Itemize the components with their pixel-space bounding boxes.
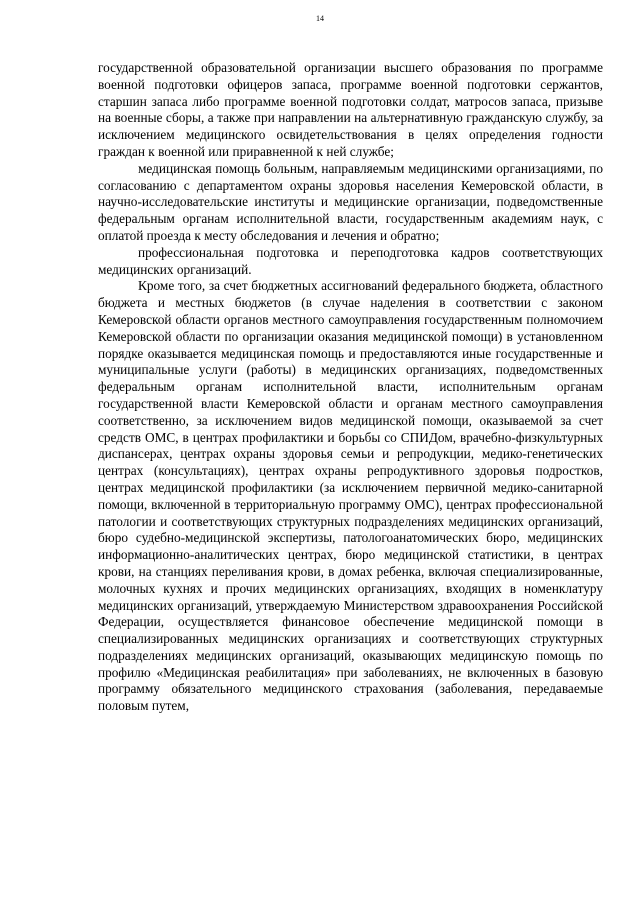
- paragraph-staff-training: профессиональная подготовка и переподготовка кадров соответствующих медицинских организаций.: [98, 244, 603, 277]
- page-number: 14: [316, 14, 324, 23]
- paragraph-budget-funding: Кроме того, за счет бюджетных ассигнований федерального бюджета, областного бюджета и местных бюджетов (в случае наделения в соответствии с законом Кемеровской области органов местного самоуправления государственным полномочием Кемеровской области по организации оказания медицинской помощи) в установленном порядке оказывается медицинская помощь и предоставляются иные государственные и муниципальные услуги (работы) в медицинских организациях, подведомственных федеральным органам исполнительной власти, исполнительным органам государственной власти Кемеровской области и органам местного самоуправления соответственно, за исключением видов медицинской помощи, оказываемой за счет средств ОМС, в центрах профилактики и борьбы со СПИДом, врачебно-физкультурных диспансерах, центрах охраны здоровья семьи и репродукции, медико-генетических центрах (консультациях), центрах охраны репродуктивного здоровья подростков, центрах медицинской профилактики (за исключением первичной медико-санитарной помощи, включенной в территориальную программу ОМС), центрах профессиональной патологии и соответствующих структурных подразделениях медицинских организаций, бюро судебно-медицинской экспертизы, патологоанатомических бюро, медицинских информационно-аналитических центрах, бюро медицинской статистики, в центрах крови, на станциях переливания крови, в домах ребенка, включая специализированные, молочных кухнях и прочих медицинских организациях, входящих в номенклатуру медицинских организаций, утверждаемую Министерством здравоохранения Российской Федерации, осуществляется финансовое обеспечение медицинской помощи в специализированных медицинских организациях и соответствующих структурных подразделениях медицинских организаций, оказывающих медицинскую помощь по профилю «Медицинская реабилитация» при заболеваниях, не включенных в базовую программу обязательного медицинского страхования (заболевания, передаваемые половым путем,: [98, 278, 603, 714]
- document-body: [98, 60, 603, 715]
- paragraph-continuation: государственной образовательной организации высшего образования по программе военной подготовки офицеров запаса, программе военной подготовки сержантов, старшин запаса либо программе военной подготовки солдат, матросов запаса, призыве на военные сборы, а также при направлении на альтернативную гражданскую службу, за исключением медицинского освидетельствования в целях определения годности граждан к военной или приравненной к ней службе;: [98, 60, 603, 159]
- paragraph-referral-care: медицинская помощь больным, направляемым медицинскими организациями, по согласованию с департаментом охраны здоровья населения Кемеровской области, в научно-исследовательские институты и медицинские организации, подведомственные федеральным органам исполнительной власти, государственным академиям наук, с оплатой проезда к месту обследования и лечения и обратно;: [98, 160, 603, 243]
